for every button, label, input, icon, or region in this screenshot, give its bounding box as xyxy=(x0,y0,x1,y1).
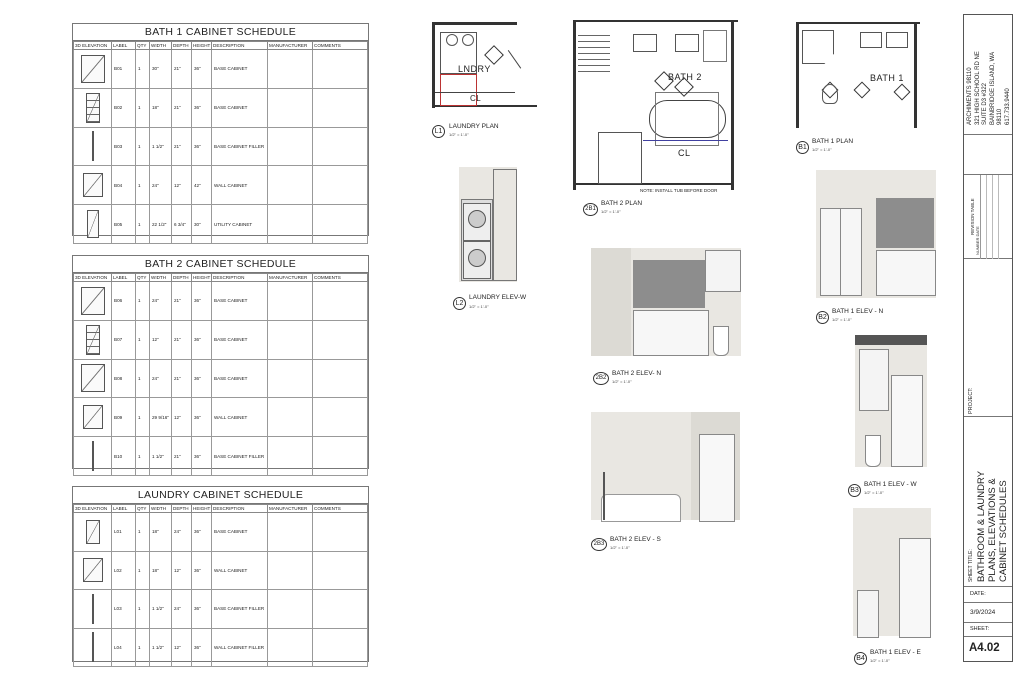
sheet-title-line-2: PLANS, ELEVATIONS & xyxy=(987,478,998,582)
manufacturer-cell xyxy=(268,320,313,359)
label-cell: B04 xyxy=(112,166,136,205)
schedule-table xyxy=(73,41,368,244)
l2-tag: L2 xyxy=(453,297,466,310)
wall-cabinet-icon xyxy=(83,558,103,582)
l2-title: LAUNDRY ELEV-W xyxy=(469,294,527,301)
table-row xyxy=(74,398,368,437)
manufacturer-cell xyxy=(268,127,313,166)
comments-cell xyxy=(313,50,368,89)
height-cell: 42" xyxy=(192,166,212,205)
2b2-scale: 1/2" = 1'-0" xyxy=(612,379,632,384)
depth-cell: 12" xyxy=(172,551,192,590)
header-cell: WIDTH xyxy=(150,274,172,282)
header-cell: DESCRIPTION xyxy=(212,42,268,50)
bath1-elevation-w xyxy=(855,335,927,467)
comments-cell xyxy=(313,590,368,629)
thumb-cell xyxy=(74,127,112,166)
l2-scale: 1/2" = 1'-0" xyxy=(469,304,489,309)
wall-cabinet-icon xyxy=(83,405,103,429)
table-row xyxy=(74,127,368,166)
height-cell: 36" xyxy=(192,88,212,127)
width-cell: 1 1/2" xyxy=(150,628,172,667)
manufacturer-cell xyxy=(268,628,313,667)
sheet-label-block xyxy=(964,623,1012,637)
b1-tag: B1 xyxy=(796,141,809,154)
comments-cell xyxy=(313,166,368,205)
header-cell: HEIGHT xyxy=(193,275,211,280)
table-row xyxy=(74,628,368,667)
header-cell: QTY xyxy=(136,274,150,282)
laundry-closet-label: CL xyxy=(470,94,482,103)
description-cell: BASE CABINET FILLER xyxy=(212,127,268,166)
filler-icon xyxy=(92,441,94,471)
2b1-scale: 1/2" = 1'-0" xyxy=(601,209,621,214)
comments-cell xyxy=(313,398,368,437)
width-cell: 24" xyxy=(150,282,172,321)
depth-cell: 6 3/4" xyxy=(172,205,192,244)
thumb-cell xyxy=(74,50,112,89)
depth-cell: 12" xyxy=(172,628,192,667)
qty-cell: 1 xyxy=(136,320,150,359)
wall-cabinet-icon xyxy=(83,173,103,197)
drawer-cabinet-icon xyxy=(86,93,100,123)
qty-cell: 1 xyxy=(136,398,150,437)
firm-line: 98110 xyxy=(997,108,1003,125)
header-cell: MANUFACTURER xyxy=(268,42,313,50)
qty-cell: 1 xyxy=(136,359,150,398)
width-cell: 24" xyxy=(150,359,172,398)
utility-cabinet-icon xyxy=(87,210,99,238)
firm-line: SUITE D3 #322 xyxy=(982,82,988,125)
thumb-cell xyxy=(74,437,112,476)
depth-cell: 21" xyxy=(172,127,192,166)
header-cell: DEPTH xyxy=(172,274,192,282)
comments-cell xyxy=(313,88,368,127)
bath1-plan xyxy=(796,22,920,128)
qty-cell: 1 xyxy=(136,551,150,590)
sheet-number: A4.02 xyxy=(969,642,1000,654)
header-cell: 3D ELEVATION xyxy=(74,274,112,282)
manufacturer-cell xyxy=(268,590,313,629)
table-row xyxy=(74,205,368,244)
label-cell: B03 xyxy=(112,127,136,166)
qty-cell: 1 xyxy=(136,127,150,166)
2b2-tag: 2B2 xyxy=(593,372,609,385)
description-cell: WALL CABINET FILLER xyxy=(212,628,268,667)
width-cell: 12" xyxy=(150,320,172,359)
2b3-tag: 2B3 xyxy=(591,538,607,551)
label-cell: B05 xyxy=(112,205,136,244)
b3-scale: 1/2" = 1'-0" xyxy=(864,490,884,495)
description-cell: BASE CABINET xyxy=(212,88,268,127)
label-cell: B08 xyxy=(112,359,136,398)
header-row xyxy=(74,274,368,282)
width-cell: 1 1/2" xyxy=(150,437,172,476)
revision-table xyxy=(964,175,1012,259)
description-cell: BASE CABINET xyxy=(212,320,268,359)
2b3-title: BATH 2 ELEV - S xyxy=(610,536,661,543)
width-cell: 22 1/2" xyxy=(150,205,172,244)
description-cell: BASE CABINET FILLER xyxy=(212,590,268,629)
manufacturer-cell xyxy=(268,398,313,437)
bath2-note: NOTE: INSTALL TUB BEFORE DOOR xyxy=(640,188,718,193)
description-cell: WALL CABINET xyxy=(212,398,268,437)
bath2-elevation-n xyxy=(591,248,741,356)
height-cell: 36" xyxy=(192,551,212,590)
b4-title: BATH 1 ELEV - E xyxy=(870,649,921,656)
b3-tag: B3 xyxy=(848,484,861,497)
header-cell: LABEL xyxy=(112,505,136,513)
thumb-cell xyxy=(74,551,112,590)
height-cell: 36" xyxy=(192,320,212,359)
b2-title: BATH 1 ELEV - N xyxy=(832,308,884,315)
depth-cell: 21" xyxy=(172,359,192,398)
height-cell: 36" xyxy=(192,628,212,667)
project-block xyxy=(964,259,1012,417)
comments-cell xyxy=(313,127,368,166)
header-cell: 3D ELEVATION xyxy=(74,42,112,50)
project-label: PROJECT: xyxy=(968,387,974,414)
l1-scale: 1/2" = 1'-0" xyxy=(449,132,469,137)
qty-cell: 1 xyxy=(136,437,150,476)
description-cell: BASE CABINET FILLER xyxy=(212,437,268,476)
manufacturer-cell xyxy=(268,205,313,244)
header-cell: COMMENTS xyxy=(313,274,368,282)
qty-cell: 1 xyxy=(136,590,150,629)
base-cabinet-icon xyxy=(81,287,105,315)
laundry-plan xyxy=(432,22,537,108)
revision-label: REVISION TABLE xyxy=(970,198,975,235)
filler-icon xyxy=(92,632,94,662)
sheet-number-block xyxy=(964,637,1012,661)
table-row xyxy=(74,50,368,89)
bath1-elevation-e xyxy=(853,508,931,636)
header-cell: LABEL xyxy=(112,274,136,282)
label-cell: B07 xyxy=(112,320,136,359)
height-cell: 36" xyxy=(192,590,212,629)
description-cell: BASE CABINET xyxy=(212,359,268,398)
depth-cell: 21" xyxy=(172,320,192,359)
table-row xyxy=(74,551,368,590)
filler-icon xyxy=(92,594,94,624)
2b1-title: BATH 2 PLAN xyxy=(601,200,643,207)
thumb-cell xyxy=(74,88,112,127)
comments-cell xyxy=(313,282,368,321)
filler-icon xyxy=(92,131,94,161)
manufacturer-cell xyxy=(268,282,313,321)
bath2-plan xyxy=(573,20,738,185)
b2-tag: B2 xyxy=(816,311,829,324)
width-cell: 1 1/2" xyxy=(150,590,172,629)
label-cell: B02 xyxy=(112,88,136,127)
height-cell: 36" xyxy=(192,127,212,166)
base-cabinet-icon xyxy=(81,55,105,83)
header-cell: QTY xyxy=(136,505,150,513)
header-cell: WIDTH xyxy=(150,505,172,513)
comments-cell xyxy=(313,320,368,359)
l1-tag: L1 xyxy=(432,125,445,138)
blank-block xyxy=(964,135,1012,175)
manufacturer-cell xyxy=(268,50,313,89)
description-cell: BASE CABINET xyxy=(212,50,268,89)
height-cell: 30" xyxy=(192,205,212,244)
thumb-cell xyxy=(74,166,112,205)
header-cell: DEPTH xyxy=(172,42,192,50)
revision-cols: NUMBER DATE xyxy=(975,226,980,255)
header-cell: LABEL xyxy=(112,42,136,50)
2b3-scale: 1/2" = 1'-0" xyxy=(610,545,630,550)
qty-cell: 1 xyxy=(136,513,150,552)
description-cell: BASE CABINET xyxy=(212,282,268,321)
date-value-block xyxy=(964,603,1012,623)
b1-scale: 1/2" = 1'-0" xyxy=(812,147,832,152)
qty-cell: 1 xyxy=(136,88,150,127)
description-cell: BASE CABINET xyxy=(212,513,268,552)
laundry-cabinet-schedule xyxy=(72,486,369,662)
header-cell: 3D ELEVATION xyxy=(74,505,112,513)
b3-title: BATH 1 ELEV - W xyxy=(864,481,917,488)
height-cell: 36" xyxy=(192,359,212,398)
2b2-title: BATH 2 ELEV- N xyxy=(612,370,662,377)
sheet-title-label: SHEET TITLE: xyxy=(968,549,974,582)
width-cell: 30" xyxy=(150,50,172,89)
manufacturer-cell xyxy=(268,359,313,398)
width-cell: 18" xyxy=(150,551,172,590)
header-cell: HEIGHT xyxy=(193,506,211,511)
thumb-cell xyxy=(74,590,112,629)
qty-cell: 1 xyxy=(136,50,150,89)
depth-cell: 21" xyxy=(172,437,192,476)
thumb-cell xyxy=(74,205,112,244)
depth-cell: 12" xyxy=(172,166,192,205)
label-cell: B01 xyxy=(112,50,136,89)
height-cell: 36" xyxy=(192,437,212,476)
2b1-tag: 2B1 xyxy=(583,203,598,216)
header-cell: WIDTH xyxy=(150,42,172,50)
width-cell: 24" xyxy=(150,166,172,205)
sink-cabinet-icon xyxy=(86,520,100,544)
label-cell: L03 xyxy=(112,590,136,629)
manufacturer-cell xyxy=(268,437,313,476)
depth-cell: 21" xyxy=(172,50,192,89)
b4-scale: 1/2" = 1'-0" xyxy=(870,658,890,663)
bath1-cabinet-schedule xyxy=(72,23,369,236)
depth-cell: 21" xyxy=(172,282,192,321)
b4-tag: B4 xyxy=(854,652,867,665)
comments-cell xyxy=(313,513,368,552)
b1-title: BATH 1 PLAN xyxy=(812,138,854,145)
sheet-title-line-1: BATHROOM & LAUNDRY xyxy=(976,470,987,582)
depth-cell: 21" xyxy=(172,88,192,127)
thumb-cell xyxy=(74,398,112,437)
date-label: DATE: xyxy=(970,591,986,597)
header-cell: DESCRIPTION xyxy=(212,505,268,513)
header-cell: MANUFACTURER xyxy=(268,274,313,282)
table-row xyxy=(74,320,368,359)
qty-cell: 1 xyxy=(136,628,150,667)
comments-cell xyxy=(313,437,368,476)
firm-line: ARCHIMENTS 98110 xyxy=(967,67,973,125)
table-row xyxy=(74,359,368,398)
comments-cell xyxy=(313,205,368,244)
bath1-room-label: BATH 1 xyxy=(870,73,904,83)
height-cell: 36" xyxy=(192,282,212,321)
thumb-cell xyxy=(74,320,112,359)
height-cell: 36" xyxy=(192,50,212,89)
comments-cell xyxy=(313,359,368,398)
laundry-elevation-w xyxy=(459,167,517,282)
firm-line: BAINBRIDGE ISLAND, WA xyxy=(989,51,996,125)
depth-cell: 24" xyxy=(172,513,192,552)
manufacturer-cell xyxy=(268,551,313,590)
table-row xyxy=(74,513,368,552)
table-row xyxy=(74,166,368,205)
header-cell: COMMENTS xyxy=(313,42,368,50)
width-cell: 18" xyxy=(150,88,172,127)
bath2-closet-label: CL xyxy=(678,148,691,158)
comments-cell xyxy=(313,628,368,667)
header-cell: HEIGHT xyxy=(193,43,211,48)
schedule-title: BATH 2 CABINET SCHEDULE xyxy=(73,256,368,273)
l1-title: LAUNDRY PLAN xyxy=(449,123,499,130)
qty-cell: 1 xyxy=(136,205,150,244)
label-cell: B06 xyxy=(112,282,136,321)
header-cell: QTY xyxy=(136,42,150,50)
header-cell: DESCRIPTION xyxy=(212,274,268,282)
header-cell: DEPTH xyxy=(172,505,192,513)
base-cabinet-icon xyxy=(81,364,105,392)
table-row xyxy=(74,590,368,629)
qty-cell: 1 xyxy=(136,166,150,205)
title-block xyxy=(963,14,1013,662)
bath2-cabinet-schedule xyxy=(72,255,369,469)
table-row xyxy=(74,88,368,127)
bath1-elevation-n xyxy=(816,170,936,298)
width-cell: 29 9/16" xyxy=(150,398,172,437)
manufacturer-cell xyxy=(268,513,313,552)
thumb-cell xyxy=(74,359,112,398)
date-value: 3/9/2024 xyxy=(970,609,996,616)
schedule-title: LAUNDRY CABINET SCHEDULE xyxy=(73,487,368,504)
firm-line: 321 HIGH SCHOOL RD NE xyxy=(974,51,981,125)
bath2-elevation-s xyxy=(591,412,740,520)
description-cell: UTILITY CABINET xyxy=(212,205,268,244)
label-cell: L02 xyxy=(112,551,136,590)
header-row xyxy=(74,505,368,513)
b2-scale: 1/2" = 1'-0" xyxy=(832,317,852,322)
bath2-room-label: BATH 2 xyxy=(668,72,702,82)
label-cell: L01 xyxy=(112,513,136,552)
header-cell: COMMENTS xyxy=(313,505,368,513)
qty-cell: 1 xyxy=(136,282,150,321)
width-cell: 18" xyxy=(150,513,172,552)
date-label-block xyxy=(964,587,1012,603)
depth-cell: 12" xyxy=(172,398,192,437)
depth-cell: 24" xyxy=(172,590,192,629)
firm-line: 617.733.9440 xyxy=(1004,88,1011,125)
table-row xyxy=(74,437,368,476)
sheet-title-line-3: CABINET SCHEDULES xyxy=(998,480,1009,582)
schedule-table xyxy=(73,273,368,476)
thumb-cell xyxy=(74,513,112,552)
label-cell: B09 xyxy=(112,398,136,437)
firm-block xyxy=(964,15,1012,135)
sheet-title-block xyxy=(964,417,1012,587)
width-cell: 1 1/2" xyxy=(150,127,172,166)
header-row xyxy=(74,42,368,50)
thumb-cell xyxy=(74,628,112,667)
laundry-room-label: LNDRY xyxy=(458,64,491,74)
schedule-title: BATH 1 CABINET SCHEDULE xyxy=(73,24,368,41)
drawer-cabinet-icon xyxy=(86,325,100,355)
description-cell: WALL CABINET xyxy=(212,166,268,205)
schedule-table xyxy=(73,504,368,667)
height-cell: 36" xyxy=(192,513,212,552)
height-cell: 36" xyxy=(192,398,212,437)
description-cell: WALL CABINET xyxy=(212,551,268,590)
header-cell: MANUFACTURER xyxy=(268,505,313,513)
thumb-cell xyxy=(74,282,112,321)
manufacturer-cell xyxy=(268,166,313,205)
sheet-label: SHEET: xyxy=(970,626,990,632)
table-row xyxy=(74,282,368,321)
label-cell: L04 xyxy=(112,628,136,667)
label-cell: B10 xyxy=(112,437,136,476)
comments-cell xyxy=(313,551,368,590)
manufacturer-cell xyxy=(268,88,313,127)
